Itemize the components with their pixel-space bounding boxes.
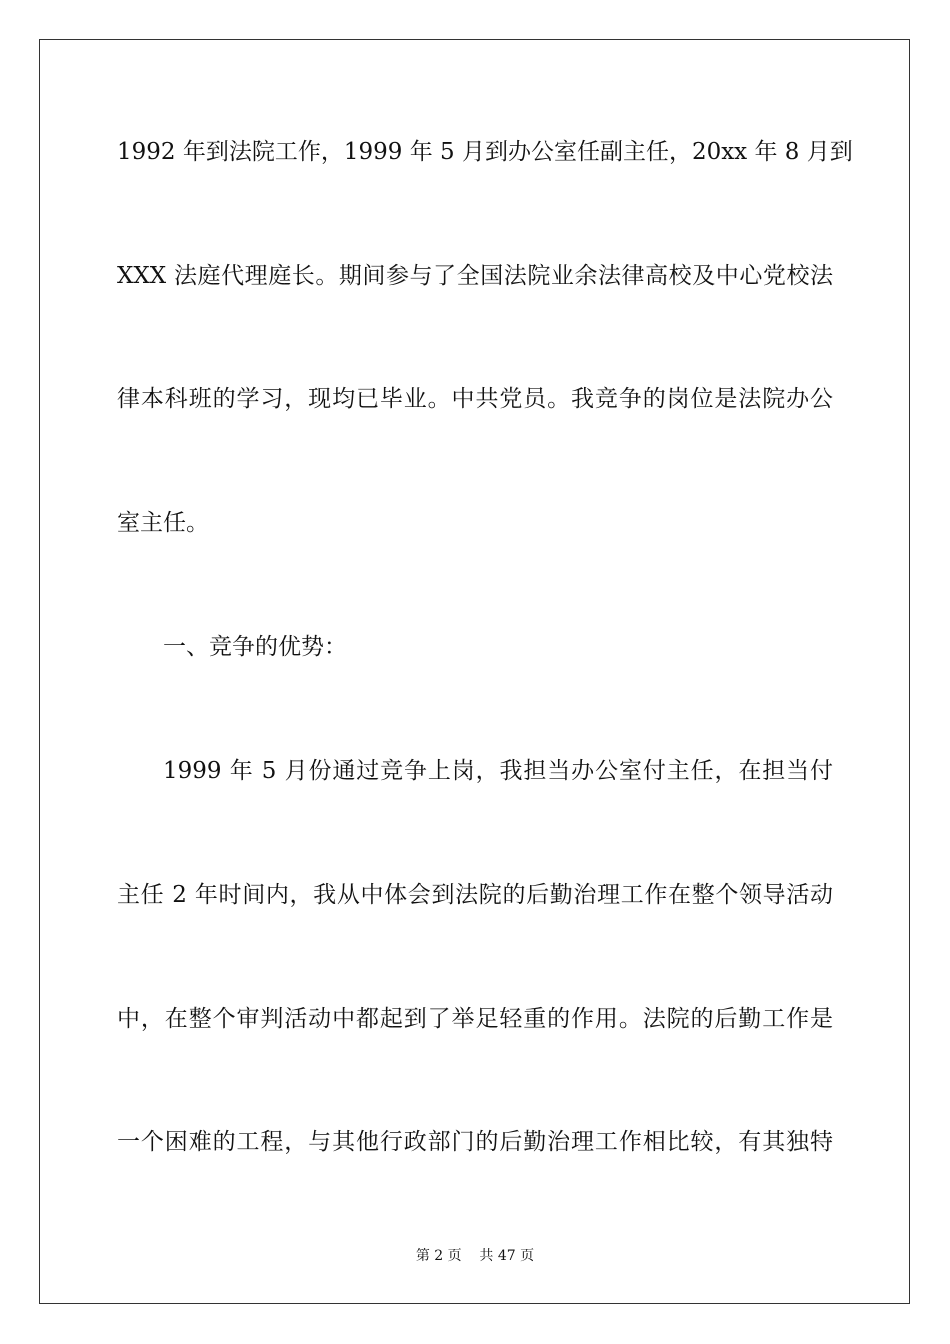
body-text-line: 1992 年到法院工作，1999 年 5 月到办公室任副主任，20xx 年 8 月到	[117, 139, 853, 165]
page-frame	[39, 39, 910, 1304]
body-text-line: XXX 法庭代理庭长。期间参与了全国法院业余法律高校及中心党校法	[117, 263, 833, 289]
page-number-footer: 第 2 页 共 47 页	[415, 1248, 535, 1264]
body-text-line: 主任 2 年时间内，我从中体会到法院的后勤治理工作在整个领导活动	[117, 882, 833, 908]
body-text-line: 室主任。	[117, 510, 209, 536]
section-heading: 一、竞争的优势：	[163, 634, 347, 660]
body-text-line: 1999 年 5 月份通过竞争上岗，我担当办公室付主任，在担当付	[163, 758, 833, 784]
body-text-line: 中，在整个审判活动中都起到了举足轻重的作用。法院的后勤工作是	[117, 1006, 833, 1032]
body-text-line: 一个困难的工程，与其他行政部门的后勤治理工作相比较，有其独特	[117, 1129, 833, 1155]
body-text-line: 律本科班的学习，现均已毕业。中共党员。我竞争的岗位是法院办公	[117, 386, 833, 412]
